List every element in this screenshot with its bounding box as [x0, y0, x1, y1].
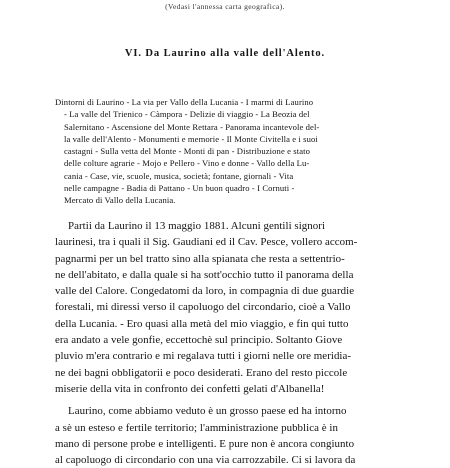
paragraph-line: mano di persone probe e intelligenti. E pure non è ancora congiunto	[55, 437, 355, 450]
chapter-summary	[55, 96, 391, 207]
summary-line: Salernitano - Ascensione del Monte Rettara - Panorama incantevole del-	[64, 121, 320, 132]
paragraph-line: pagnarmi per un bel tratto sino alla spianata che resta a settentrio-	[55, 252, 345, 265]
paragraph-line: Partii da Laurino il 13 maggio 1881. Alcuni gentili signori	[68, 220, 326, 232]
paragraph-line: valle del Calore. Congedatomi da loro, in compagnia di due guardie	[55, 285, 355, 298]
summary-line: Mercato di Vallo della Lucania.	[64, 195, 176, 206]
summary-line: delle colture agrarie - Mojo e Pellero - Vino e donne - Vallo della Lu-	[64, 158, 310, 169]
paragraph-line: della Lucania. - Ero quasi alla metà del mio viaggio, e fin qui tutto	[55, 317, 349, 330]
summary-line: - La valle del Trienico - Càmpora - Delizie di viaggio - La Beozia del	[64, 109, 310, 120]
paragraph-line: forestali, mi diressi verso il capoluogo del circondario, cioè a Vallo	[55, 301, 351, 314]
paragraph-line: era andato a vele gonfie, eccettochè sul principio. Soltanto Giove	[55, 334, 343, 347]
paragraph-line: miserie della vita in confronto dei confetti gelati d'Albanella!	[55, 382, 325, 395]
paragraph-line: ne dell'abitato, e dalla quale si ha sott'occhio tutto il panorama della	[55, 268, 354, 281]
summary-line: cania - Case, vie, scuole, musica, società; fontane, giornali - Vita	[64, 170, 294, 181]
map-reference-note: (Vedasi l'annessa carta geografica).	[165, 2, 285, 11]
paragraph-line: ne dei bagni obbligatorii e poco desiderati. Erano del resto piccole	[55, 366, 348, 379]
body-text	[55, 218, 392, 468]
paragraph-line: a sè un esteso e fertile territorio; l'amministrazione pubblica è in	[55, 421, 338, 434]
chapter-title: VI. Da Laurino alla valle dell'Alento.	[124, 48, 326, 59]
summary-line: la valle dell'Alento - Monumenti e memorie - Il Monte Civitella e i suoi	[64, 133, 318, 144]
summary-line: castagni - Sulla vetta del Monte - Monti di pan - Distribuzione e stato	[64, 146, 310, 157]
summary-line: Dintorni di Laurino - La via per Vallo della Lucania - I marmi di Laurino	[55, 97, 314, 107]
paragraph-line: pluvio m'era contrario e mi regalava tutti i giorni nelle ore meridia-	[55, 350, 352, 363]
paragraph-line: al capoluogo di circondario con una via carrozzabile. Ci si lavora da	[55, 454, 356, 467]
summary-line: nelle campagne - Badia di Pattano - Un buon quadro - I Cornuti -	[64, 183, 295, 194]
paragraph-line: Laurino, come abbiamo veduto è un grosso paese ed ha intorno	[68, 405, 347, 418]
paragraph-line: laurinesi, tra i quali il Sig. Gaudiani ed il Cav. Pesce, vollero accom-	[55, 236, 358, 249]
